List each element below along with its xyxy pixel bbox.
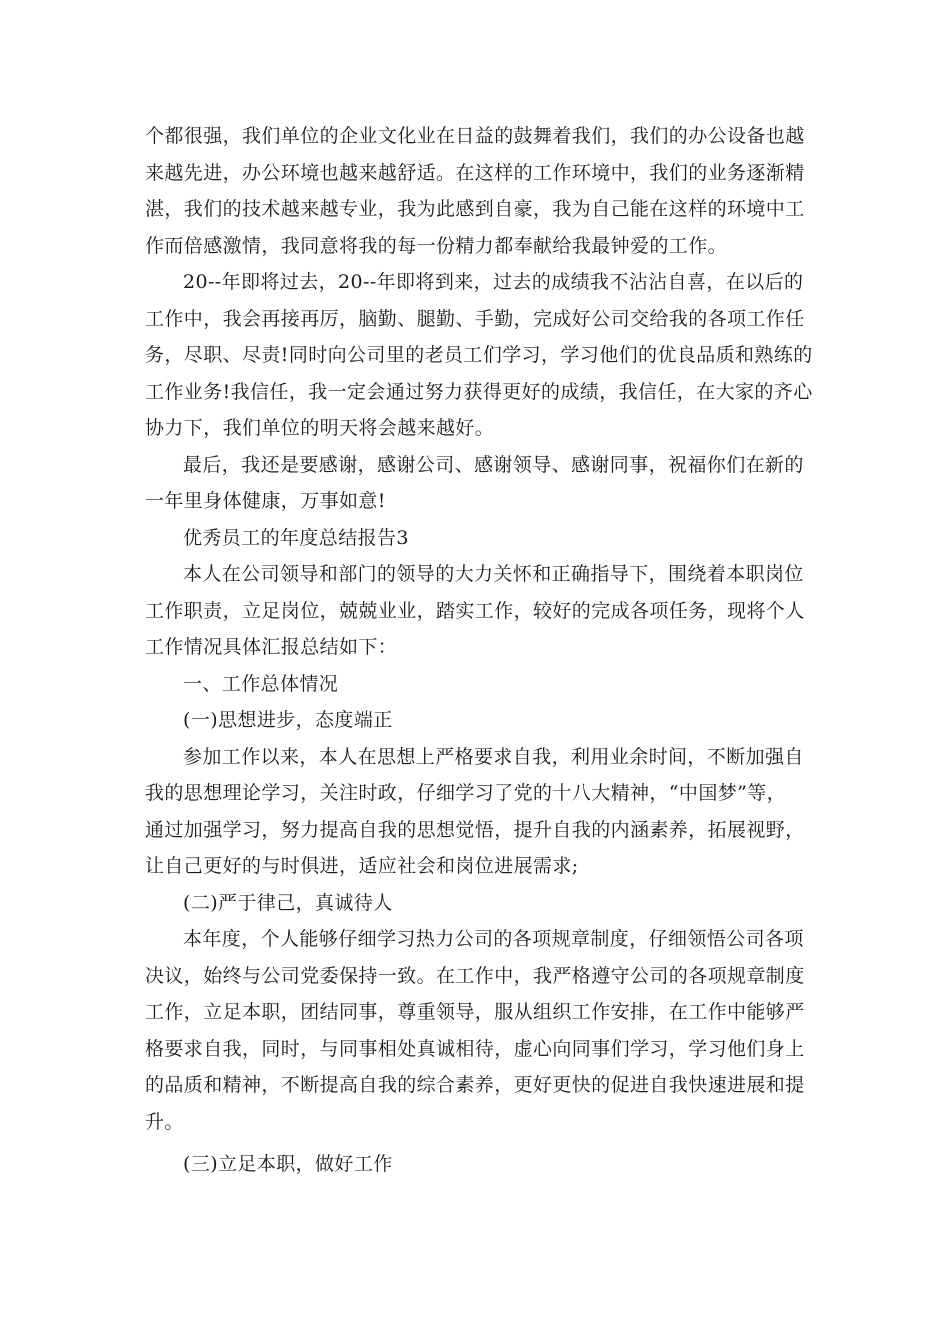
- paragraph-line: 本年度，个人能够仔细学习热力公司的各项规章制度，仔细领悟公司各项: [183, 928, 804, 950]
- paragraph-line: 决议，始终与公司党委保持一致。在工作中，我严格遵守公司的各项规章制度: [145, 964, 805, 987]
- paragraph-line: 升。: [145, 1110, 184, 1133]
- subsection-heading: (二)严于律己，真诚待人: [183, 891, 393, 914]
- paragraph-line: 的品质和精神，不断提高自我的综合素养，更好更快的促进自我快速进展和提: [145, 1074, 805, 1096]
- paragraph-line: 20--年即将过去，20--年即将到来，过去的成绩我不沾沾自喜，在以后的: [183, 271, 804, 293]
- paragraph-line: 工作中，我会再接再厉，脑勤、腿勤、手勤，完成好公司交给我的各项工作任: [145, 307, 805, 330]
- subsection-heading: (一)思想进步，态度端正: [183, 709, 393, 731]
- paragraph-line: 通过加强学习，努力提高自我的思想觉悟，提升自我的内涵素养，拓展视野，: [145, 818, 805, 841]
- subsection-heading: (三)立足本职，做好工作: [183, 1153, 393, 1175]
- paragraph-line: 一年里身体健康，万事如意!: [145, 490, 386, 512]
- section-title: 优秀员工的年度总结报告3: [183, 526, 409, 549]
- paragraph-line: 个都很强，我们单位的企业文化业在日益的鼓舞着我们，我们的办公设备也越: [145, 125, 805, 147]
- paragraph-line: 工作，立足本职，团结同事，尊重领导，服从组织工作安排，在工作中能够严: [145, 1001, 805, 1023]
- document-body: [145, 118, 813, 1183]
- paragraph-line: 工作情况具体汇报总结如下：: [145, 636, 398, 658]
- paragraph-line: 最后，我还是要感谢，感谢公司、感谢领导、感谢同事，祝福你们在新的: [183, 453, 804, 476]
- paragraph-line: 参加工作以来，本人在思想上严格要求自我，利用业余时间，不断加强自: [183, 745, 804, 768]
- paragraph-line: 务，尽职、尽责!同时向公司里的老员工们学习，学习他们的优良品质和熟练的: [145, 344, 813, 366]
- paragraph-line: 本人在公司领导和部门的领导的大力关怀和正确指导下，围绕着本职岗位: [183, 563, 804, 585]
- paragraph-line: 工作业务!我信任，我一定会通过努力获得更好的成绩，我信任，在大家的齐心: [145, 380, 813, 403]
- paragraph-line: 湛，我们的技术越来越专业，我为此感到自豪，我为自己能在这样的环境中工: [145, 198, 805, 220]
- paragraph-line: 作而倍感激情，我同意将我的每一份精力都奉献给我最钟爱的工作。: [145, 234, 728, 257]
- paragraph-line: 让自己更好的与时俱进，适应社会和岗位进展需求;: [145, 855, 579, 877]
- paragraph-line: 工作职责，立足岗位，兢兢业业，踏实工作，较好的完成各项任务，现将个人: [145, 599, 805, 622]
- paragraph-line: 协力下，我们单位的明天将会越来越好。: [145, 417, 495, 439]
- section-heading: 一、工作总体情况: [183, 672, 339, 695]
- paragraph-line: 格要求自我，同时，与同事相处真诚相待，虚心向同事们学习，学习他们身上: [145, 1037, 805, 1060]
- paragraph-line: 来越先进，办公环境也越来越舒适。在这样的工作环境中，我们的业务逐渐精: [145, 161, 805, 184]
- paragraph-line: 我的思想理论学习，关注时政，仔细学习了党的十八大精神，“中国梦”等，: [145, 782, 787, 804]
